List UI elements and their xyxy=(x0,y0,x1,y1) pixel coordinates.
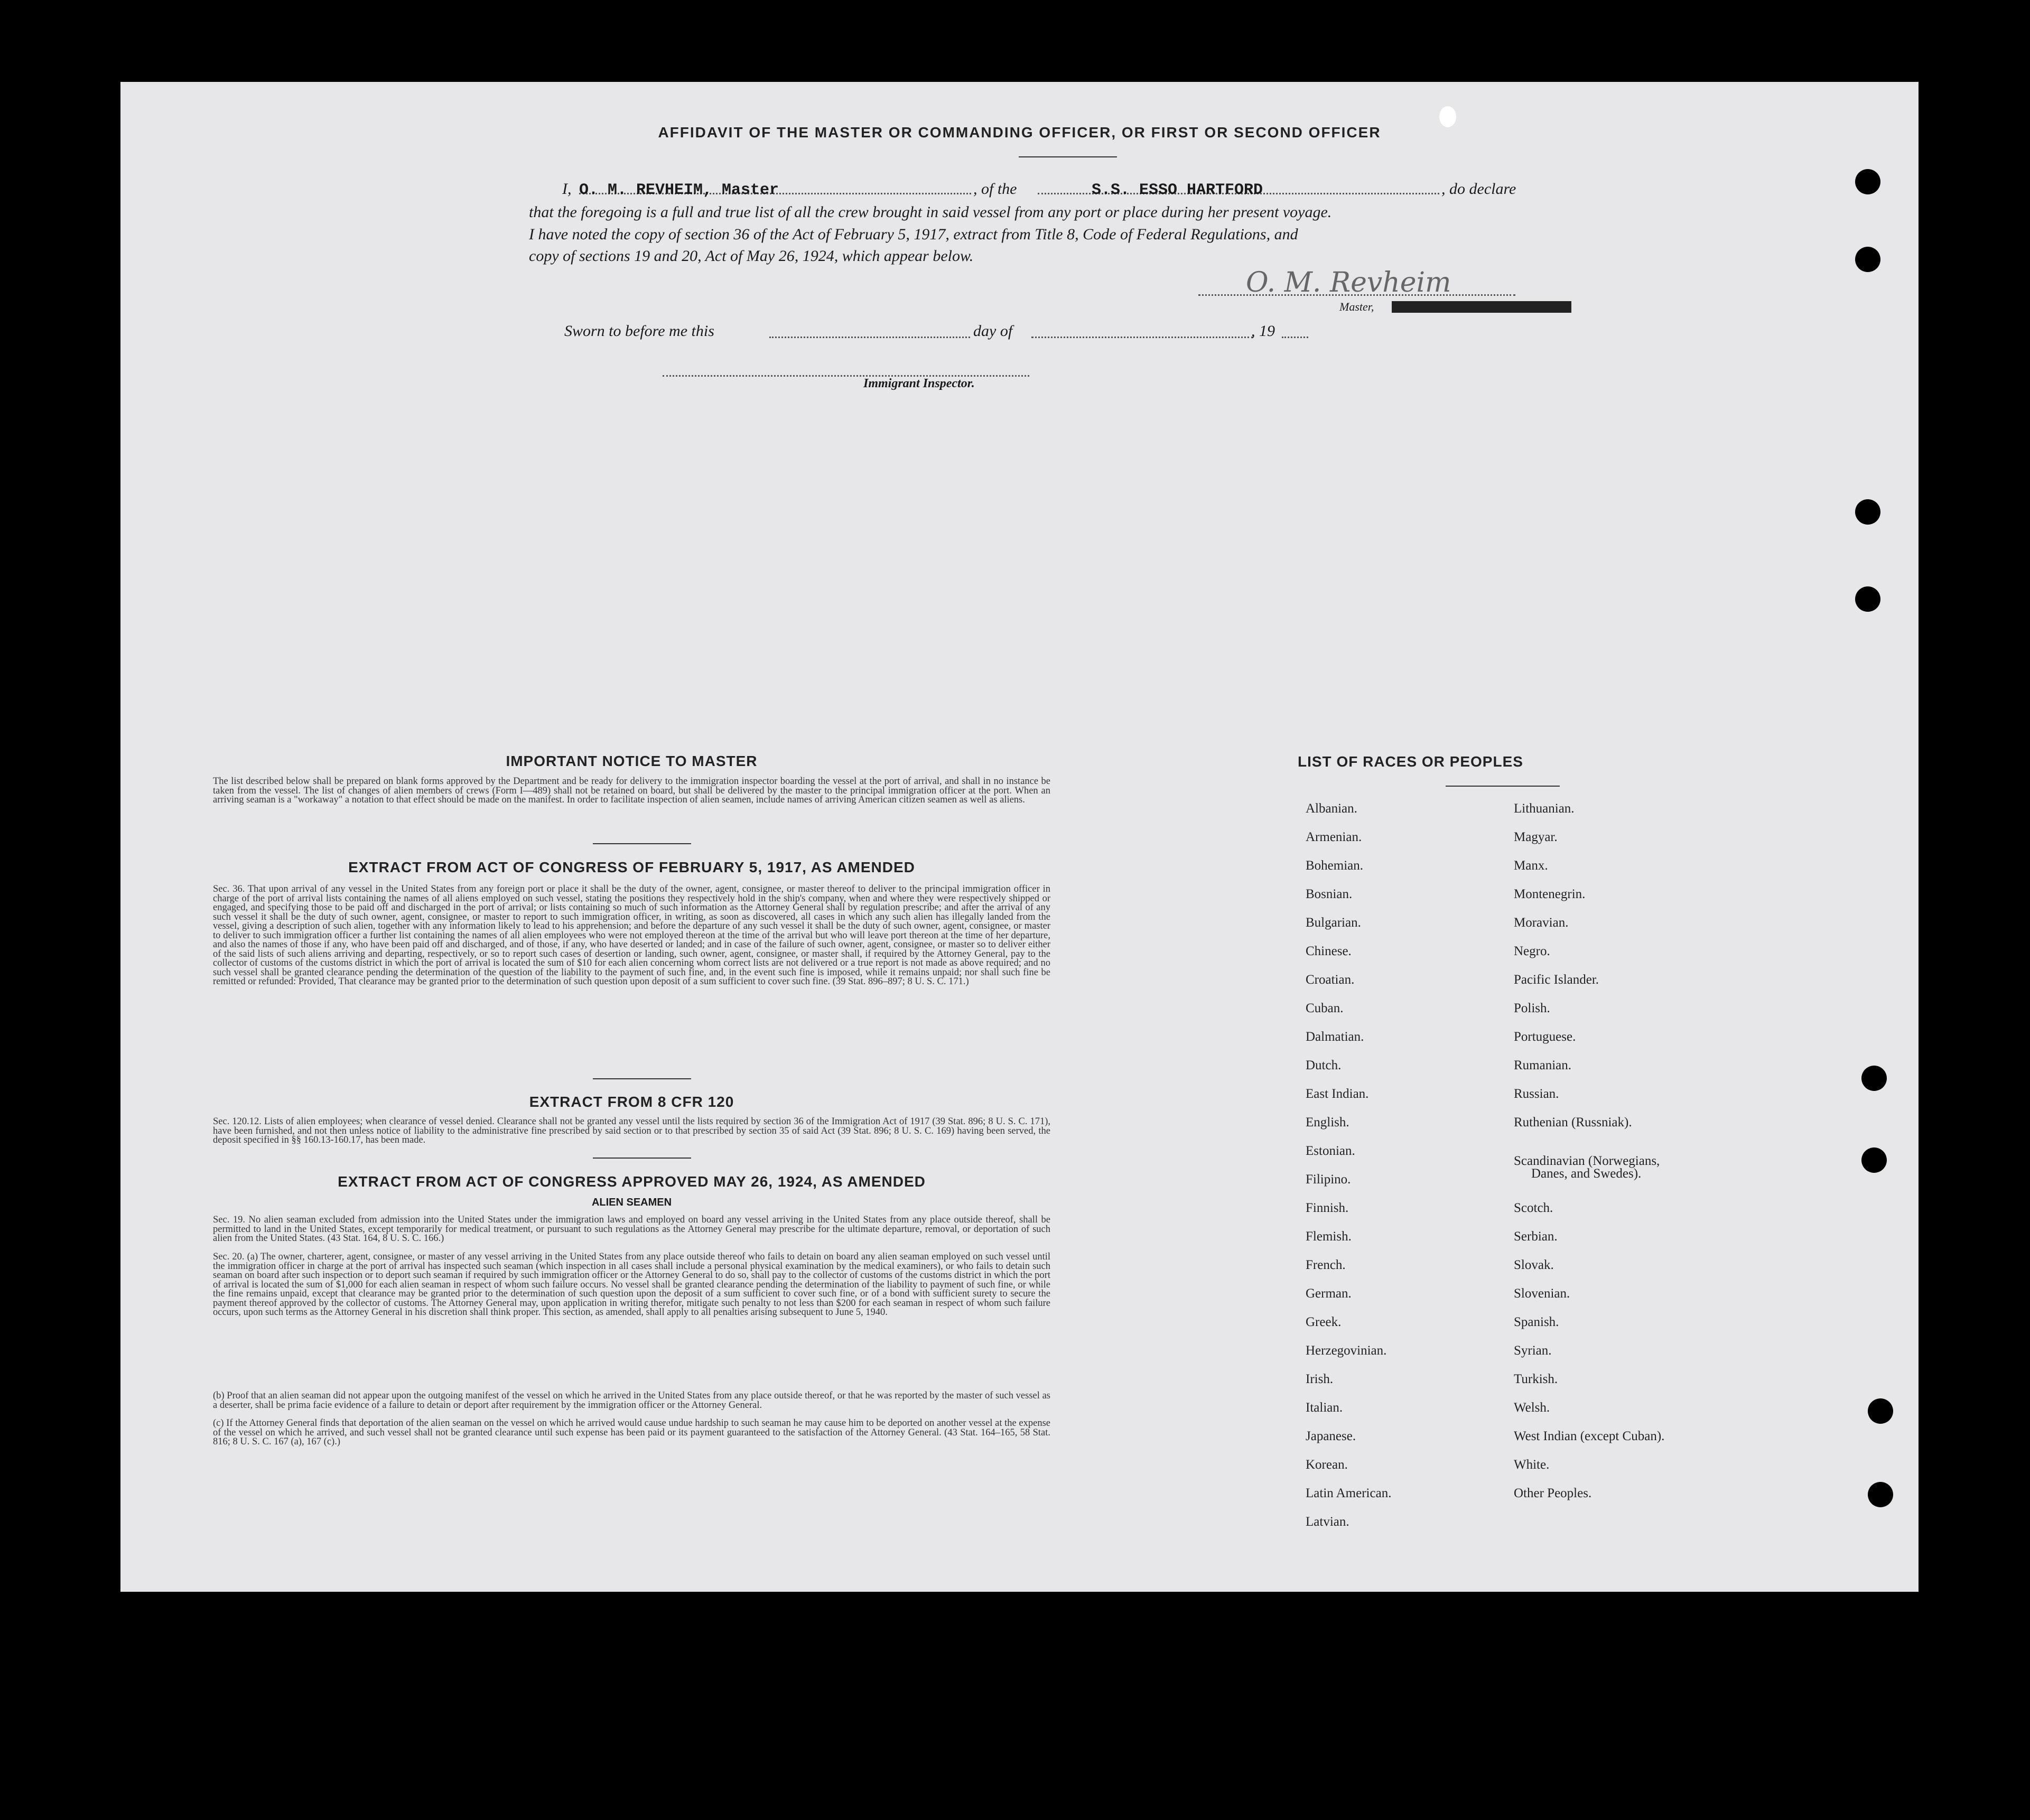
race-item: Rumanian. xyxy=(1514,1058,1572,1072)
binder-hole xyxy=(1855,247,1880,272)
race-item: Irish. xyxy=(1306,1372,1334,1386)
race-item: Syrian. xyxy=(1514,1343,1552,1358)
race-item: Scandinavian (Norwegians, xyxy=(1514,1154,1660,1168)
notice-title: IMPORTANT NOTICE TO MASTER xyxy=(506,753,758,769)
race-item: Bosnian. xyxy=(1306,887,1353,901)
race-item: Other Peoples. xyxy=(1514,1486,1592,1500)
race-item: West Indian (except Cuban). xyxy=(1514,1429,1665,1443)
race-item: Herzegovinian. xyxy=(1306,1343,1387,1358)
races-title: LIST OF RACES OR PEOPLES xyxy=(1298,753,1523,770)
year-line xyxy=(1282,337,1308,338)
affidavit-line-4: copy of sections 19 and 20, Act of May 26, 1924, which appear below. xyxy=(529,247,974,265)
affidavit-i-label: I, xyxy=(562,180,572,198)
binder-hole xyxy=(1855,586,1880,612)
race-item: Montenegrin. xyxy=(1514,887,1586,901)
extract-1924-title: EXTRACT FROM ACT OF CONGRESS APPROVED MAY 26, 1924, AS AMENDED xyxy=(338,1173,926,1190)
race-item: Latvian. xyxy=(1306,1515,1349,1529)
inspector-label: Immigrant Inspector. xyxy=(863,377,975,390)
sworn-day-line xyxy=(769,337,970,338)
sworn-label: Sworn to before me this xyxy=(564,322,714,340)
sec-19-text: Sec. 19. No alien seaman excluded from admission into the United States under the immigration laws and employed on board any vessel arriving in the United States from any place outside thereof, shall be permitted to land in the United States, except temporarily for medical treatment, or pursuant to such regulations as the Attorney General may prescribe for the ultimate departure, removal, or deportation of such alien from the United States. (43 Stat. 164, 8 U. S. C. 166.) xyxy=(213,1215,1050,1244)
race-item: Korean. xyxy=(1306,1458,1348,1472)
race-item: Croatian. xyxy=(1306,973,1355,987)
race-item: Serbian. xyxy=(1514,1229,1558,1244)
race-item: Dalmatian. xyxy=(1306,1030,1364,1044)
race-item: Negro. xyxy=(1514,944,1550,958)
race-item: German. xyxy=(1306,1286,1352,1301)
race-item: Bulgarian. xyxy=(1306,916,1361,930)
redaction-strike xyxy=(1392,301,1571,313)
binder-hole xyxy=(1868,1482,1893,1507)
binder-hole xyxy=(1855,169,1880,194)
race-item: Scotch. xyxy=(1514,1201,1553,1215)
divider xyxy=(1019,156,1117,157)
sworn-month-line xyxy=(1031,337,1253,338)
race-item: Pacific Islander. xyxy=(1514,973,1599,987)
race-item: Latin American. xyxy=(1306,1486,1392,1500)
race-item: Slovenian. xyxy=(1514,1286,1570,1301)
race-item: East Indian. xyxy=(1306,1087,1369,1101)
of-the-label: , of the xyxy=(973,180,1017,198)
master-name: O. M. REVHEIM, Master xyxy=(579,181,779,199)
race-item: Magyar. xyxy=(1514,830,1558,844)
race-item: Lithuanian. xyxy=(1514,801,1575,816)
race-item: Turkish. xyxy=(1514,1372,1558,1386)
extract-1924-subtitle: ALIEN SEAMEN xyxy=(591,1197,672,1208)
extract-cfr-title: EXTRACT FROM 8 CFR 120 xyxy=(529,1094,734,1110)
document-sheet xyxy=(120,82,1919,1592)
race-item: Armenian. xyxy=(1306,830,1362,844)
sec-20a-text: Sec. 20. (a) The owner, charterer, agent, consignee, or master of any vessel arriving in the United States from any place outside thereof who fails to detain on board any alien seaman employed on such vessel until the immigration officer in charge at the port of arrival has inspected such seaman (which inspection in all cases shall include a personal physical examination by the medical examiners), or who fails to detain such seaman on board after such inspection or to deport such seaman if required by such immigration officer or the Attorney General to do so, shall pay to the collector of customs of the customs district in which the port of arrival is located the sum of $1,000 for each alien seaman in respect of whom such failure occurs. No vessel shall be granted clearance pending the determination of the liability to payment of such fine, or while the fine remains unpaid, except that clearance may be granted prior to the determination of such question upon the deposit of a sum sufficient to cover such fine, or of a bond with sufficient surety to secure the payment thereof approved by the collector of customs. The Attorney General may, upon application in writing therefor, mitigate such penalty to not less than $200 for each seaman in respect of whom such failure occurs, upon such terms as the Attorney General in his discretion shall think proper. This section, as amended, shall apply to all penalties arising subsequent to June 5, 1940. xyxy=(213,1252,1050,1318)
divider xyxy=(593,843,691,844)
signature-line xyxy=(1198,294,1515,296)
affidavit-line-3: I have noted the copy of section 36 of the Act of February 5, 1917, extract from Title 8, Code of Federal Regulations, and xyxy=(529,226,1298,243)
race-item: Finnish. xyxy=(1306,1201,1349,1215)
extract-1917-title: EXTRACT FROM ACT OF CONGRESS OF FEBRUARY 5, 1917, AS AMENDED xyxy=(348,859,915,875)
divider xyxy=(593,1078,691,1079)
race-item: Flemish. xyxy=(1306,1229,1352,1244)
divider xyxy=(1446,786,1560,787)
binder-hole xyxy=(1861,1147,1887,1173)
master-label: Master, xyxy=(1339,300,1374,313)
master-signature: O. M. Revheim xyxy=(1246,267,1451,298)
race-item: Bohemian. xyxy=(1306,858,1364,873)
affidavit-title: AFFIDAVIT OF THE MASTER OR COMMANDING OFFICER, OR FIRST OR SECOND OFFICER xyxy=(658,124,1381,141)
race-item: Polish. xyxy=(1514,1001,1550,1015)
race-item: Welsh. xyxy=(1514,1401,1550,1415)
race-item: Slovak. xyxy=(1514,1258,1554,1272)
race-item: French. xyxy=(1306,1258,1346,1272)
year-prefix-label: , 19 xyxy=(1251,322,1275,340)
race-item: Portuguese. xyxy=(1514,1030,1576,1044)
race-item: Ruthenian (Russniak). xyxy=(1514,1115,1632,1130)
divider xyxy=(593,1158,691,1159)
race-item: Filipino. xyxy=(1306,1172,1351,1187)
race-item: Japanese. xyxy=(1306,1429,1356,1443)
race-item: Moravian. xyxy=(1514,916,1569,930)
race-item: White. xyxy=(1514,1458,1550,1472)
sec-20c-text: (c) If the Attorney General finds that deportation of the alien seaman on the vessel on which he arrived would cause undue hardship to such seaman he may cause him to be deported on another vessel at the expense of the vessel on which he arrived, and such vessel shall not be granted clearance until such expense has been paid or its payment guaranteed to the satisfaction of the Attorney General. (43 Stat. 164–165, 58 Stat. 816; 8 U. S. C. 167 (a), 167 (c).) xyxy=(213,1418,1050,1447)
binder-hole xyxy=(1868,1398,1893,1424)
race-item: Dutch. xyxy=(1306,1058,1342,1072)
race-item: Spanish. xyxy=(1514,1315,1559,1329)
sec-20b-text: (b) Proof that an alien seaman did not appear upon the outgoing manifest of the vessel on which he arrived in the United States from any place outside thereof, or that he was reported by the master of such vessel as a deserter, shall be prima facie evidence of a failure to detain or deport after requirement by the immigration officer or the Attorney General. xyxy=(213,1390,1050,1411)
race-item: Italian. xyxy=(1306,1401,1343,1415)
race-item: Albanian. xyxy=(1306,801,1357,816)
do-declare-label: , do declare xyxy=(1441,180,1516,198)
day-of-label: day of xyxy=(973,322,1013,340)
race-item: Danes, and Swedes). xyxy=(1531,1166,1642,1181)
binder-hole xyxy=(1855,499,1880,525)
race-item: Greek. xyxy=(1306,1315,1342,1329)
extract-cfr-body: Sec. 120.12. Lists of alien employees; when clearance of vessel denied. Clearance shall not be granted any vessel until the lists required by section 36 of the Immigration Act of 1917 (39 Stat. 896; 8 U. S. C. 171), have been furnished, and not then unless notice of liability to the administrative fine prescribed by said section or to that prescribed by section 35 of said Act (39 Stat. 896; 8 U. S. C. 169) having been served, the deposit specified in §§ 160.13-160.17, has been made. xyxy=(213,1116,1050,1145)
affidavit-line-2: that the foregoing is a full and true list of all the crew brought in said vessel from any port or place during her present voyage. xyxy=(529,203,1332,221)
extract-1917-body: Sec. 36. That upon arrival of any vessel in the United States from any foreign port or place it shall be the duty of the owner, agent, consignee, or master thereof to deliver to the principal immigration officer in charge of the port of arrival lists containing the names of all aliens employed on such vessel, stating the positions they respectively hold in the ship's company, when and where they were respectively shipped or engaged, and specifying those to be paid off and discharged in the port of arrival; or lists containing so much of such information as the Attorney General shall by regulation prescribe; and after the arrival of any such vessel it shall be the duty of such owner, agent, consignee, or master to report to such immigration officer, in writing, as soon as discovered, all cases in which any such alien has illegally landed from the vessel, giving a description of such alien, together with any information likely to lead to his apprehension; and before the departure of any such vessel it shall be the duty of such owner, agent, consignee, or master to deliver to such immigration officer a further list containing the names of all alien employees who were not employed thereon at the time of the arrival but who will leave port thereon at the time of her departure, and also the names of those if any, who have been paid off and discharged, and of those, if any, who have deserted or landed; and in case of the failure of such owner, agent, consignee, or master so to deliver either of the said lists of such aliens arriving and departing, respectively, or so to report such cases of desertion or landing, such owner, agent, consignee, or master shall, if required by the Attorney General, pay to the collector of customs of the customs district in which the port of arrival is located the sum of $10 for each alien concerning whom correct lists are not delivered or a true report is not made as above required; and no such vessel shall be granted clearance pending the determination of the question of the liability to the payment of such fine, and, in the event such fine is imposed, while it remains unpaid; nor shall such fine be remitted or refunded: Provided, That clearance may be granted prior to the determination of such question upon deposit of a sum sufficient to cover such fine. (39 Stat. 896–897; 8 U. S. C. 171.) xyxy=(213,884,1050,987)
race-item: Manx. xyxy=(1514,858,1548,873)
race-item: Russian. xyxy=(1514,1087,1559,1101)
vessel-name: S.S. ESSO HARTFORD xyxy=(1092,181,1263,199)
binder-hole xyxy=(1861,1066,1887,1091)
race-item: Estonian. xyxy=(1306,1144,1355,1158)
race-item: Chinese. xyxy=(1306,944,1352,958)
race-item: English. xyxy=(1306,1115,1349,1130)
notice-body: The list described below shall be prepared on blank forms approved by the Department and be ready for delivery to the immigration inspector boarding the vessel at the port of arrival, and shall in no instance be taken from the vessel. The list of changes of alien members of crews (Form I—489) shall not be retained on board, but shall be delivered by the master to the principal immigration officer at the port. When an arriving seaman is a "workaway" a notation to that effect should be made on the manifest. In order to facilitate inspection of alien seamen, include names of arriving American citizen seamen as well as aliens. xyxy=(213,776,1050,805)
race-item: Cuban. xyxy=(1306,1001,1344,1015)
